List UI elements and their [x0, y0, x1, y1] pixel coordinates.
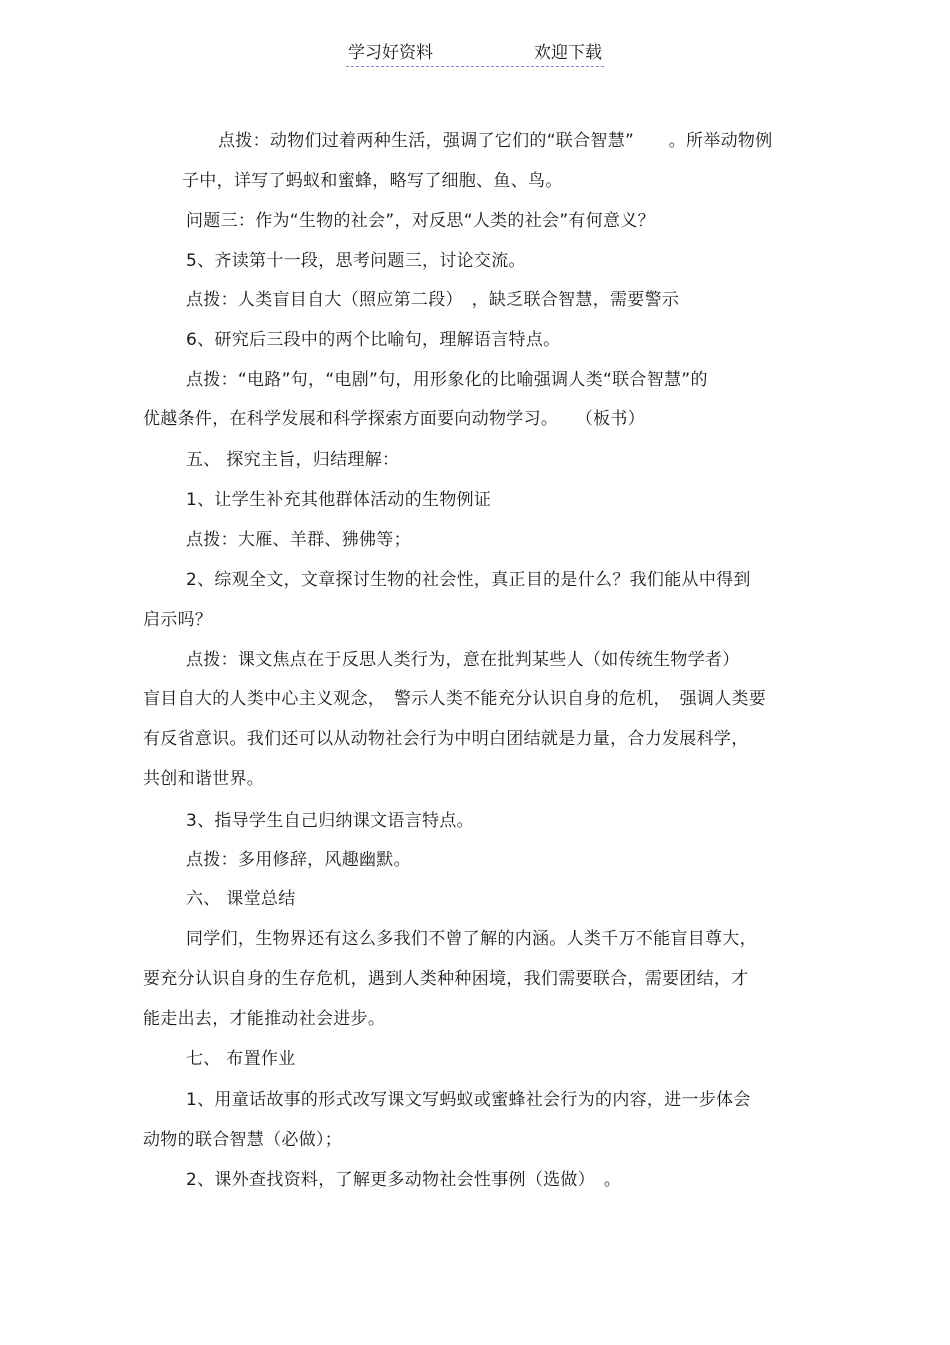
text-line: 点拨：人类盲目自大（照应第二段） ，缺乏联合智慧，需要警示: [186, 290, 680, 310]
text-line: 动物的联合智慧（必做）；: [143, 1130, 343, 1150]
text-line: 共创和谐世界。: [143, 769, 265, 789]
text-line: 要充分认识自身的生存危机，遇到人类种种困境，我们需要联合，需要团结，才: [143, 969, 749, 989]
header-right-text: 欢迎下载: [534, 43, 602, 63]
text-line: 2、综观全文，文章探讨生物的社会性，真正目的是什么？我们能从中得到: [186, 570, 751, 590]
text-line: 点拨：课文焦点在于反思人类行为，意在批判某些人（如传统生物学者）: [186, 650, 740, 670]
text-line: 启示吗？: [143, 610, 213, 630]
text-line: 3、指导学生自己归纳课文语言特点。: [186, 811, 474, 831]
text-line: 5、齐读第十一段，思考问题三，讨论交流。: [186, 251, 526, 271]
text-line: 2、课外查找资料，了解更多动物社会性事例（选做） 。: [186, 1170, 622, 1190]
section-heading: 七、 布置作业: [186, 1049, 296, 1069]
text-line: 1、用童话故事的形式改写课文写蚂蚁或蜜蜂社会行为的内容，进一步体会: [186, 1090, 751, 1110]
page-header: [346, 42, 604, 67]
text-line: 6、研究后三段中的两个比喻句，理解语言特点。: [186, 330, 561, 350]
text-line: 盲目自大的人类中心主义观念， 警示人类不能充分认识自身的危机， 强调人类要: [143, 689, 767, 709]
section-heading: 五、 探究主旨，归结理解：: [186, 450, 400, 470]
section-heading: 六、 课堂总结: [186, 889, 296, 909]
text-line: 点拨：多用修辞，风趣幽默。: [186, 850, 411, 870]
text-line: 优越条件，在科学发展和科学探索方面要向动物学习。 （板书）: [143, 409, 645, 429]
text-line: 点拨：大雁、羊群、狒佛等；: [186, 530, 411, 550]
text-line: 点拨：动物们过着两种生活，强调了它们的“联合智慧” 。所举动物例: [218, 131, 773, 151]
text-line: 能走出去，才能推动社会进步。: [143, 1009, 386, 1029]
text-line: 点拨：“电路”句，“电剧”句，用形象化的比喻强调人类“联合智慧”的: [186, 370, 708, 390]
text-line: 有反省意识。我们还可以从动物社会行为中明白团结就是力量，合力发展科学，: [143, 729, 749, 749]
text-line: 1、让学生补充其他群体活动的生物例证: [186, 490, 492, 510]
header-left-text: 学习好资料: [348, 43, 433, 63]
text-line: 问题三：作为“生物的社会”，对反思“人类的社会”有何意义？: [186, 211, 655, 231]
text-line: 同学们，生物界还有这么多我们不曾了解的内涵。人类千万不能盲目尊大，: [186, 929, 757, 949]
text-line: 子中，详写了蚂蚁和蜜蜂，略写了细胞、鱼、鸟。: [182, 171, 563, 191]
